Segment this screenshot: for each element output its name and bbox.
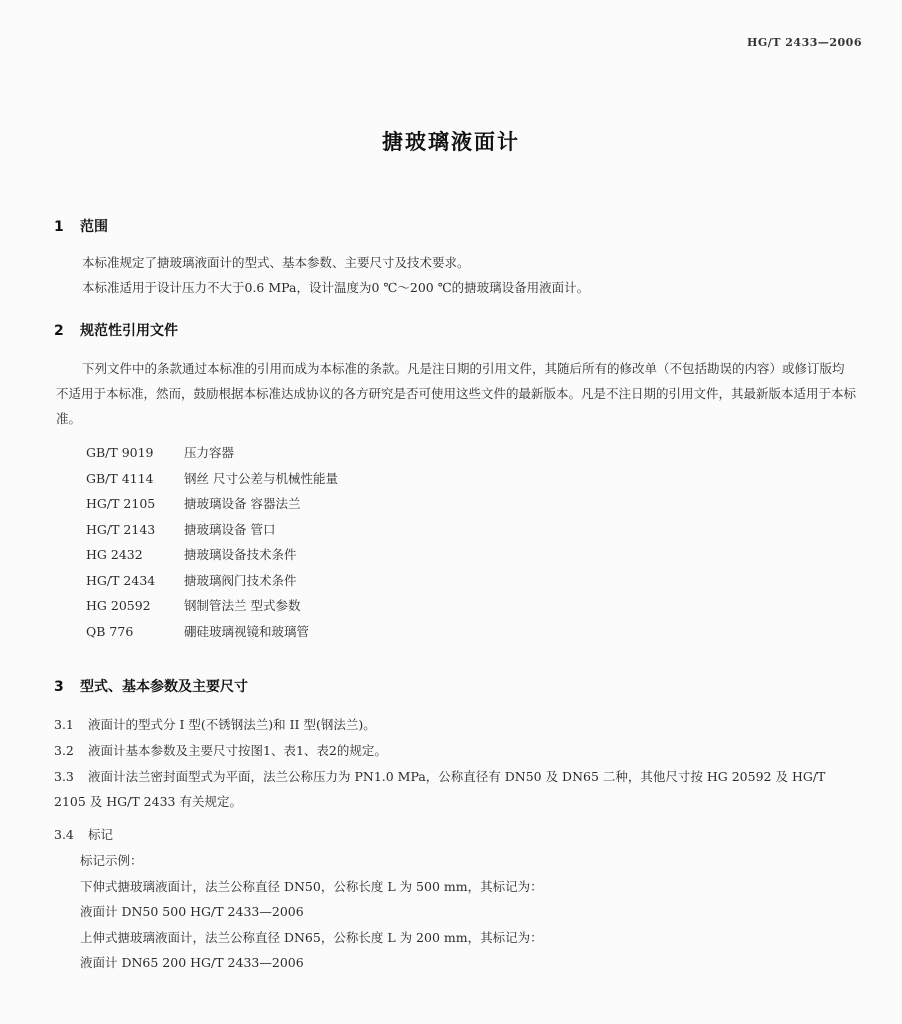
paragraph: 本标准适用于设计压力不大于0.6 MPa，设计温度为0 ℃～200 ℃的搪玻璃设备用液面计。 bbox=[82, 280, 590, 295]
paragraph: 本标准规定了搪玻璃液面计的型式、基本参数、主要尺寸及技术要求。 bbox=[82, 255, 470, 270]
clause-text: 液面计基本参数及主要尺寸按图1、表1、表2的规定。 bbox=[88, 743, 387, 758]
clause-3-3 bbox=[54, 764, 854, 814]
reference-name: 钢丝 尺寸公差与机械性能量 bbox=[184, 470, 338, 486]
clause-number: 3.2 bbox=[54, 743, 74, 758]
reference-item bbox=[86, 517, 338, 543]
section-2-heading bbox=[54, 320, 178, 340]
section-number: 2 bbox=[54, 323, 64, 339]
marking-example-1-description: 下伸式搪玻璃液面计，法兰公称直径 DN50，公称长度 L 为 500 mm，其标记为： bbox=[80, 878, 543, 894]
section-number: 1 bbox=[54, 219, 64, 235]
reference-code: HG/T 2434 bbox=[86, 572, 156, 588]
reference-name: 搪玻璃设备 容器法兰 bbox=[184, 496, 301, 511]
marking-example-label: 标记示例： bbox=[80, 853, 143, 868]
clause-text: 液面计的型式分 I 型(不锈钢法兰)和 II 型(钢法兰)。 bbox=[88, 717, 376, 732]
reference-code: QB 776 bbox=[86, 623, 134, 639]
clause-number: 3.3 bbox=[54, 769, 74, 784]
section-1-heading bbox=[54, 216, 108, 236]
section-number: 3 bbox=[54, 679, 64, 695]
clause-3-4 bbox=[54, 822, 854, 847]
reference-code: GB/T 9019 bbox=[86, 445, 154, 460]
section-2-body bbox=[56, 356, 856, 431]
reference-code: HG 2432 bbox=[86, 547, 143, 562]
reference-name: 搪玻璃设备技术条件 bbox=[184, 547, 297, 562]
reference-code: HG/T 2105 bbox=[86, 496, 156, 511]
clause-3-1 bbox=[54, 712, 854, 737]
section-3-heading bbox=[54, 676, 248, 696]
clause-number: 3.1 bbox=[54, 717, 74, 732]
marking-example-2-mark: 液面计 DN65 200 HG/T 2433—2006 bbox=[80, 955, 304, 970]
document-code: HG/T 2433—2006 bbox=[746, 36, 862, 49]
reference-code: HG/T 2143 bbox=[86, 521, 156, 537]
reference-item bbox=[86, 568, 338, 594]
reference-item bbox=[86, 491, 338, 517]
reference-item bbox=[86, 593, 338, 619]
paragraph: 下列文件中的条款通过本标准的引用而成为本标准的条款。凡是注日期的引用文件，其随后所有的修改单（不包括勘误的内容）或修订版均不适用于本标准，然而，鼓励根据本标准达成协议的各方研究是否可使用这些文件的最新版本。凡是不注日期的引用文件，其最新版本适用于本标准。 bbox=[56, 361, 857, 426]
clause-text: 标记 bbox=[88, 827, 114, 842]
section-title: 型式、基本参数及主要尺寸 bbox=[80, 679, 248, 695]
reference-name: 搪玻璃阀门技术条件 bbox=[184, 572, 297, 588]
marking-example-1-mark: 液面计 DN50 500 HG/T 2433—2006 bbox=[80, 904, 304, 919]
reference-name: 硼硅玻璃视镜和玻璃管 bbox=[184, 623, 310, 639]
section-1-body bbox=[56, 250, 856, 300]
clause-text: 液面计法兰密封面型式为平面，法兰公称压力为 PN1.0 MPa，公称直径有 DN50 及 DN65 二种，其他尺寸按 HG 20592 及 HG/T 2105 及 HG/T 2433 有关规定。 bbox=[54, 769, 826, 809]
reference-item bbox=[86, 619, 338, 645]
reference-item bbox=[86, 542, 338, 568]
section-title: 规范性引用文件 bbox=[80, 323, 178, 339]
reference-item bbox=[86, 440, 338, 466]
reference-name: 压力容器 bbox=[184, 445, 235, 460]
reference-list bbox=[86, 440, 338, 644]
reference-name: 钢制管法兰 型式参数 bbox=[184, 598, 301, 613]
section-title: 范围 bbox=[80, 219, 108, 235]
clause-3-2 bbox=[54, 738, 854, 763]
clause-number: 3.4 bbox=[54, 827, 74, 842]
marking-example-2-description: 上伸式搪玻璃液面计，法兰公称直径 DN65，公称长度 L 为 200 mm，其标记为： bbox=[80, 929, 543, 945]
reference-name: 搪玻璃设备 管口 bbox=[184, 521, 276, 537]
reference-item bbox=[86, 466, 338, 492]
reference-code: GB/T 4114 bbox=[86, 470, 154, 486]
document-title: 搪玻璃液面计 bbox=[382, 130, 520, 154]
marking-examples bbox=[80, 848, 543, 976]
reference-code: HG 20592 bbox=[86, 598, 151, 613]
